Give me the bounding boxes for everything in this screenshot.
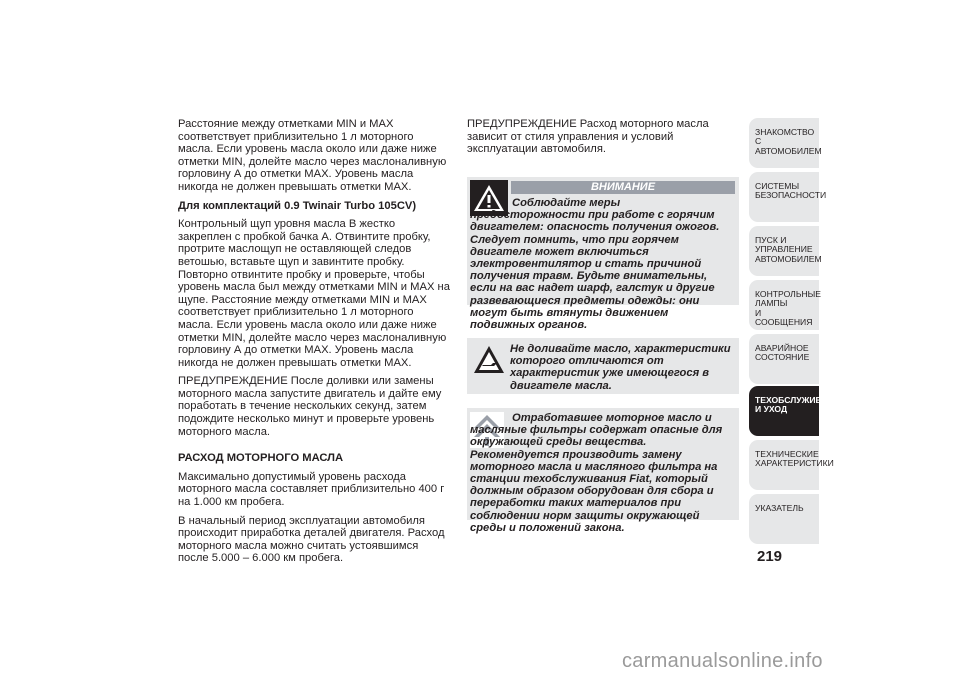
paragraph: ПРЕДУПРЕЖДЕНИЕ После доливки или замены моторного масла запустите двигатель и дайте ему поработать в течение нескольких секунд, затем подождите несколько минут и проверьте уровень моторного масла.	[178, 375, 442, 438]
left-column	[178, 118, 450, 571]
subheading: Для комплектаций 0.9 Twinair Turbo 105CV)	[178, 199, 417, 212]
tab-index[interactable]	[749, 494, 819, 544]
tab-label: УКАЗАТЕЛЬ	[755, 503, 804, 513]
tab-label: ТЕХНИЧЕСКИЕ ХАРАКТЕРИСТИКИ	[755, 449, 834, 469]
environment-box	[467, 408, 739, 534]
tab-warning-lights[interactable]	[749, 280, 822, 330]
paragraph: Расстояние между отметками MIN и MAX соответствует приблизительно 1 л моторного масла. Если уровень масла около или даже ниже отметки MIN, долейте масло через маслоналивную горловину А до отметки MAX. Уровень масла никогда не должен превышать отметки MAX.	[178, 118, 447, 193]
tab-maintenance[interactable]	[749, 386, 846, 436]
paragraph: В начальный период эксплуатации автомобиля происходит приработка деталей двигателя. Расход моторного масла можно считать устоявшимся после 5.000 – 6.000 км пробега.	[178, 514, 445, 565]
tab-label: КОНТРОЛЬНЫЕ ЛАМПЫ И СООБЩЕНИЯ	[755, 289, 822, 328]
tab-label: ПУСК И УПРАВЛЕНИЕ АВТОМОБИЛЕМ	[755, 235, 822, 264]
tab-safety[interactable]	[749, 172, 827, 222]
oil-warning-icon	[473, 344, 505, 376]
tab-starting-driving[interactable]	[749, 226, 822, 276]
section-heading: РАСХОД МОТОРНОГО МАСЛА	[178, 452, 344, 465]
note-text: Не доливайте масло, характеристики которого отличаются от характеристик уже имеющегося в двигателе масла.	[510, 343, 731, 392]
paragraph: Контрольный щуп уровня масла B жестко закреплен с пробкой бачка А. Отвинтите пробку, протрите маслощуп не оставляющей следов ветошью, вставьте щуп и завинтите пробку. Повторно отвинтите пробку и проверьте, чтобы уровень масла был между отметками MIN и MAX на щупе. Расстояние между отметками MIN и MAX соответствует приблизительно 1 л моторного масла. Если уровень масла около или даже ниже отметки MIN, долейте масло через маслоналивную горловину А до отметки MAX. Уровень масла никогда не должен превышать отметки MAX.	[178, 218, 450, 369]
tab-acquaintance[interactable]	[749, 118, 822, 168]
tab-label: СИСТЕМЫ БЕЗОПАСНОСТИ	[755, 181, 827, 201]
warning-box	[467, 177, 739, 332]
tab-label: АВАРИЙНОЕ СОСТОЯНИЕ	[755, 343, 810, 363]
tab-technical-specs[interactable]	[749, 440, 834, 490]
page-number: 219	[757, 548, 783, 565]
right-column	[467, 118, 739, 162]
watermark: carmanualsonline.info	[622, 650, 823, 672]
warning-label: ВНИМАНИЕ	[511, 181, 735, 194]
warning-text: Соблюдайте меры предосторожности при работе с горячим двигателем: опасность получения ожогов. Следует помнить, что при горячем двигателе может включиться электровентилятор и стать причиной получения травм. Будьте внимательны, если на вас надет шарф, галстук и другие развевающиеся предметы одежды: они могут быть втянуты движением подвижных органов.	[470, 197, 720, 332]
environment-text: Отработавшее моторное масло и масляные фильтры содержат опасные для окружающей среды вещества. Рекомендуется производить замену моторного масла и масляного фильтра на станции техобслуживания Fiat, который должным образом оборудован для сбора и переработки таких материалов при соблюдении норм защиты окружающей среды и положений закона.	[470, 412, 723, 534]
tab-emergency[interactable]	[749, 334, 819, 384]
paragraph: ПРЕДУПРЕЖДЕНИЕ Расход моторного масла зависит от стиля управления и условий эксплуатации автомобиля.	[467, 118, 709, 156]
tab-label: ЗНАКОМСТВО С АВТОМОБИЛЕМ	[755, 127, 822, 156]
tab-label: ТЕХОБСЛУЖИВАНИЕ И УХОД	[755, 395, 846, 415]
note-box	[467, 338, 739, 394]
paragraph: Максимально допустимый уровень расхода моторного масла составляет приблизительно 400 г на 1.000 км пробега.	[178, 470, 445, 509]
